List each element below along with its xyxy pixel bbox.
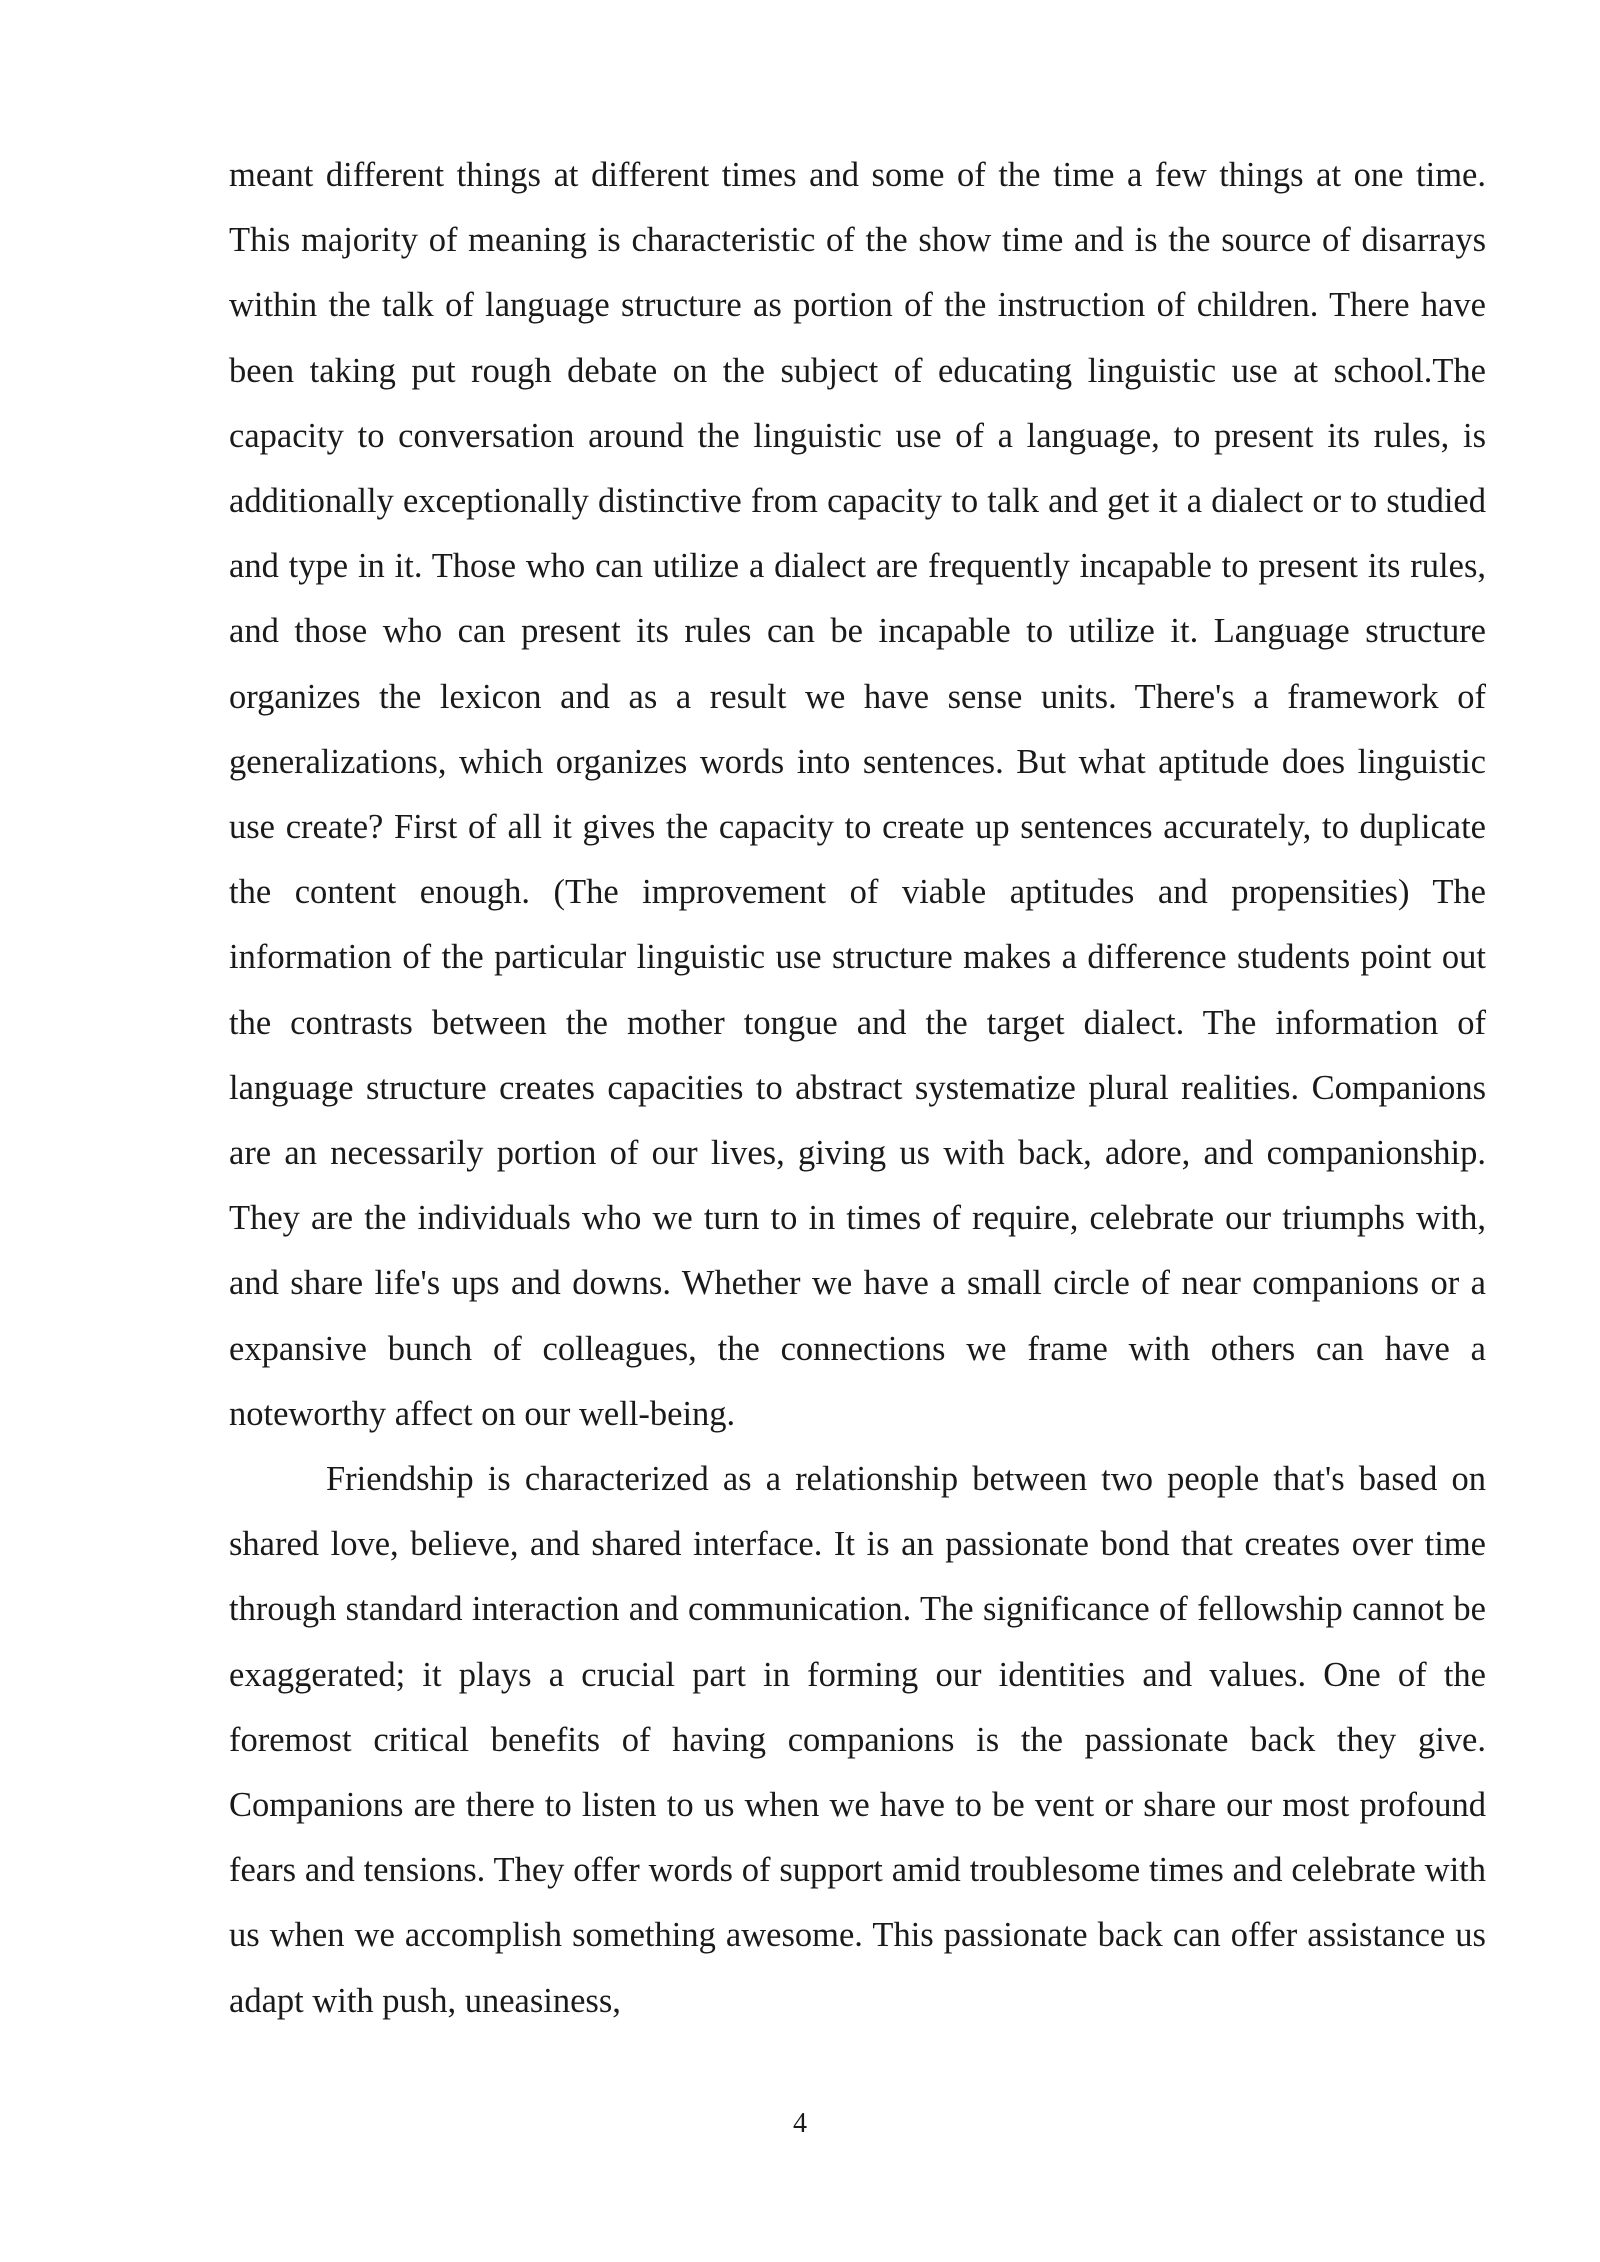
paragraph-continued: meant different things at different times and some of the time a few things at one time. This majority of meaning is characteristic of the show time and is the source of disarrays within the talk of language structure as portion of the instruction of children. There have been taking put rough debate on the subject of educating linguistic use at school.The capacity to conversation around the linguistic use of a language, to present its rules, is additionally exceptionally distinctive from capacity to talk and get it a dialect or to studied and type in it. Those who can utilize a dialect are frequently incapable to present its rules, and those who can present its rules can be incapable to utilize it. Language structure organizes the lexicon and as a result we have sense units. There's a framework of generalizations, which organizes words into sentences. But what aptitude does linguistic use create? First of all it gives the capacity to create up sentences accurately, to duplicate the content enough. (The improvement of viable aptitudes and propensities) The information of the particular linguistic use structure makes a difference students point out the contrasts between the mother tongue and the target dialect. The information of language structure creates capacities to abstract systematize plural realities. Companions are an necessarily portion of our lives, giving us with back, adore, and companionship. They are the individuals who we turn to in times of require, celebrate our triumphs with, and share life's ups and downs. Whether we have a small circle of near companions or a expansive bunch of colleagues, the connections we frame with others can have a noteworthy affect on our well-being. [229, 156, 1486, 1433]
body-text [229, 143, 1486, 2034]
paragraph-friendship: Friendship is characterized as a relationship between two people that's based on shared love, believe, and shared interface. It is an passionate bond that creates over time through standard interaction and communication. The significance of fellowship cannot be exaggerated; it plays a crucial part in forming our identities and values. One of the foremost critical benefits of having companions is the passionate back they give. Companions are there to listen to us when we have to be vent or share our most profound fears and tensions. They offer words of support amid troublesome times and celebrate with us when we accomplish something awesome. This passionate back can offer assistance us adapt with push, uneasiness, [229, 1460, 1486, 2020]
page-number: 4 [793, 2108, 807, 2139]
